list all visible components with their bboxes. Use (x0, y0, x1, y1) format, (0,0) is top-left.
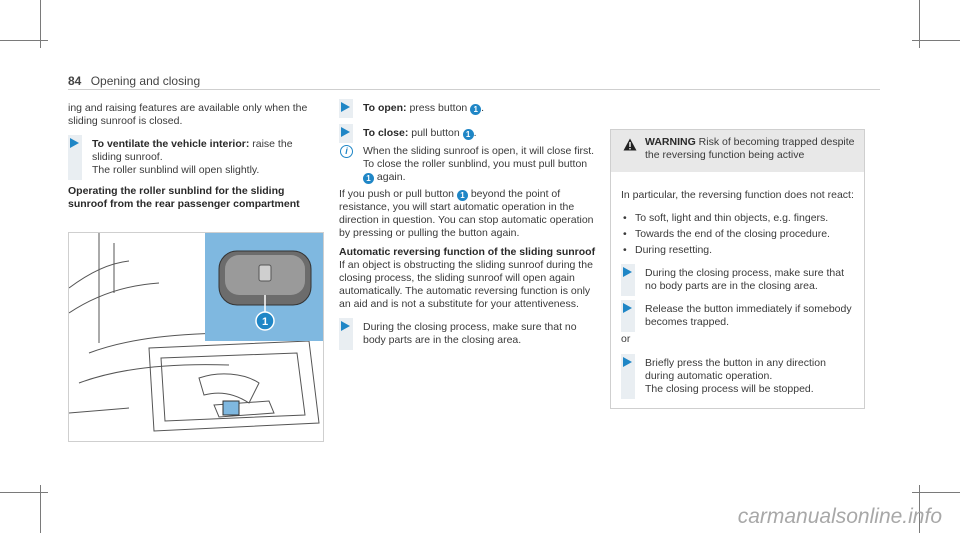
warning-body (611, 172, 864, 402)
warning-title-text: Risk of becoming trapped despite the reversing function being active (645, 136, 855, 161)
page-header (68, 74, 200, 88)
header-rule (68, 89, 880, 90)
crop-mark (912, 40, 960, 41)
info-icon: i (340, 145, 353, 158)
step-arrow-icon (341, 321, 350, 331)
step-text: During the closing process, make sure that no body parts are in the closing area. (363, 321, 577, 346)
step-result: The closing process will be stopped. (645, 382, 814, 395)
door-illustration (69, 233, 323, 441)
body-text: beyond the point of resistance, you will start automatic operation in the direction in question. You can stop automatic operation by pressing or pulling the button again. (339, 188, 594, 239)
step-text: pull button (408, 127, 463, 139)
warning-bullet: • During resetting. (621, 244, 854, 257)
note-text: again. (374, 171, 406, 183)
crop-mark (0, 40, 48, 41)
resistance-text (339, 188, 599, 240)
crop-mark (0, 492, 48, 493)
step-label: To ventilate the vehicle interior: (92, 138, 250, 150)
info-note (339, 145, 599, 184)
crop-mark (912, 492, 960, 493)
step-arrow-icon (623, 357, 632, 367)
page-number: 84 (68, 74, 82, 88)
warning-triangle-icon (623, 138, 637, 151)
callout-badge: 1 (457, 190, 468, 201)
note-text: When the sliding sunroof is open, it will close first. To close the roller sunblind, you must pull button (363, 145, 595, 170)
warning-header (611, 130, 864, 172)
step-result: The roller sunblind will open slightly. (92, 164, 260, 176)
step-label: To open: (363, 102, 407, 114)
body-text: If you push or pull button (339, 188, 457, 200)
callout-badge: 1 (463, 129, 474, 140)
step-arrow-icon (70, 138, 79, 148)
sunblind-button-illustration (68, 232, 324, 442)
step-close: To close: pull button 1 . (339, 127, 599, 140)
step-ventilate (68, 138, 322, 177)
warning-intro: In particular, the reversing function does not react: (621, 188, 854, 201)
warning-title: WARNING (645, 136, 696, 148)
step-label: To close: (363, 127, 409, 139)
reversing-text: If an object is obstructing the sliding sunroof during the closing process, the sliding sunroof will open again automatically. The automatic reversing function is only an aid and is not a substitute for your attentiveness. (339, 259, 593, 310)
step-text: Briefly press the button in any direction during automatic operation. (645, 356, 826, 382)
column-1 (68, 102, 322, 211)
callout-badge: 1 (470, 104, 481, 115)
figure-callout: 1 (261, 316, 269, 328)
watermark: carmanualsonline.info (737, 505, 942, 528)
warning-bullet: • To soft, light and thin objects, e.g. fingers. (621, 212, 854, 225)
warning-or: or (621, 333, 631, 345)
section-heading: Operating the roller sunblind for the sliding sunroof from the rear passenger compartment (68, 185, 300, 210)
column-2 (339, 102, 599, 347)
section-title: Opening and closing (90, 74, 201, 88)
warning-step (621, 357, 854, 396)
warning-bullet: • Towards the end of the closing procedure. (621, 228, 854, 241)
step-arrow-icon (623, 303, 632, 313)
step-during-closing (339, 321, 599, 347)
callout-badge: 1 (363, 173, 374, 184)
step-text: press button (406, 102, 471, 114)
step-open: To open: press button 1 . (339, 102, 599, 115)
step-text: Release the button immediately if somebody becomes trapped. (645, 303, 852, 328)
warning-step (621, 267, 854, 293)
step-text: raise the sliding sunroof. (92, 138, 293, 163)
warning-step (621, 303, 854, 329)
section-heading: Automatic reversing function of the sliding sunroof (339, 246, 596, 258)
step-arrow-icon (341, 102, 350, 112)
step-arrow-icon (623, 267, 632, 277)
warning-box (610, 129, 865, 409)
intro-text: ing and raising features are available only when the sliding sunroof is closed. (68, 102, 308, 127)
step-text: During the closing process, make sure that no body parts are in the closing area. (645, 267, 845, 292)
step-arrow-icon (341, 127, 350, 137)
